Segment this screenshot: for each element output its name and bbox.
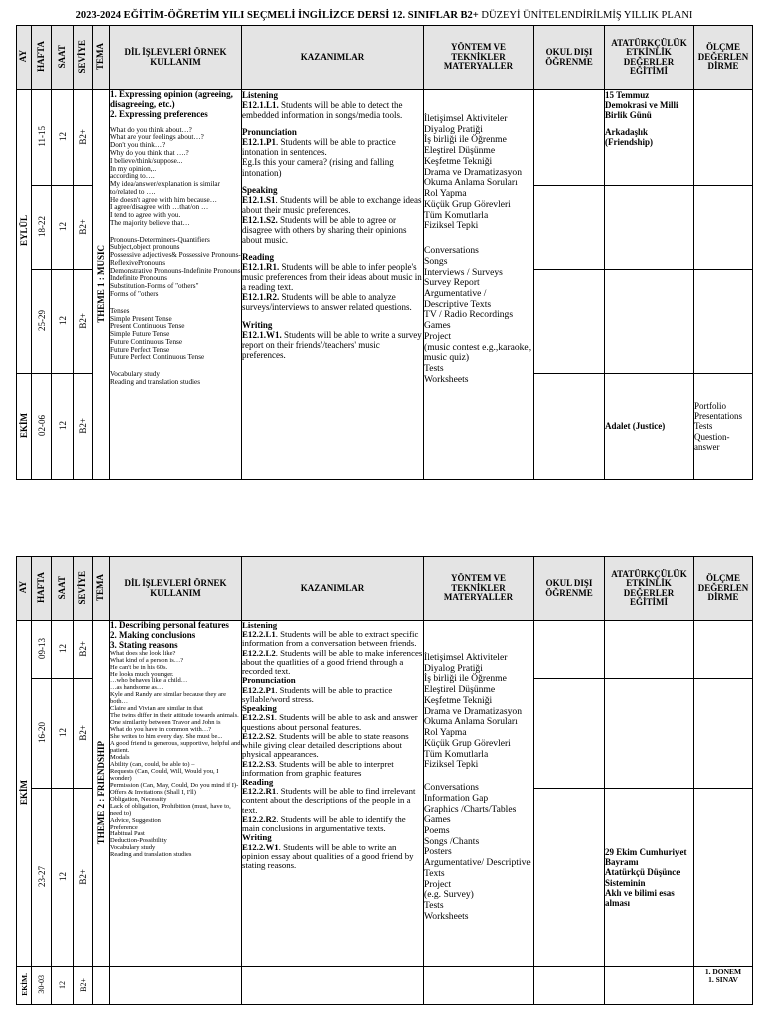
header-okul: OKUL DIŞI ÖĞRENME [534,557,605,621]
example-line: Advice, Suggestion [110,816,161,824]
olcme-item: Presentations [694,411,742,422]
example-line: In my opinion,.. [110,164,157,173]
objective-text: Students will be able to write a survey report on their friends'/teachers' music preferences. [242,329,422,360]
example-line: Ability (can, could, be able to) – [110,760,195,768]
objective-code: E12.2.R2 [242,813,277,824]
level-cell: B2+ [74,90,93,186]
document-title [0,10,768,21]
dil-islevleri-cell [110,621,242,967]
header-ataturk: ATATÜRKÇÜLÜK ETKİNLİK DEĞERLER EĞİTİMİ [605,557,694,621]
ataturk-cell [605,374,694,480]
ataturk-item: 29 Ekim Cumhuriyet Bayramı [605,847,687,868]
exam-label: 1. DONEM [704,967,742,976]
level-cell: B2+ [74,374,93,480]
example-line: …as handsome as… [110,684,164,692]
example-line: I believe/think/suppose... [110,156,183,165]
hours-cell: 12 [52,621,74,679]
ataturk-item: Arkadaşlık (Friendship) [605,127,654,148]
method-item: Fiziksel Tepki [424,220,479,232]
ataturk-cell [605,967,694,1005]
material-item: Songs /Chants [424,835,480,847]
objective-code: E12.1.R1. [242,262,280,273]
objective-text: . Students will be able to practice syllable/word stress. [242,684,393,704]
objective-code: E12.2.S1 [242,712,275,723]
theme-cell: THEME 1 : MUSIC [93,90,110,480]
objective-text: . Students will be able to exchange ideas about their music preferences. [242,194,422,215]
hours-cell: 12 [52,90,74,186]
ataturk-cell [605,186,694,270]
yontem-cell [424,90,534,480]
objective-text: . Students will be able to ask and answer questions about personal features. [242,712,418,732]
example-line: Deduction-Possibility [110,837,167,845]
header-dil: DİL İŞLEVLERİ ÖRNEK KULLANIM [110,557,242,621]
material-item: Interviews / Surveys [424,266,503,278]
material-item: Songs [424,255,448,267]
objective-text: Students will be able to infer people's music preferences from their ideas about music in a reading text. [242,262,422,293]
objective-code: E12.1.S2. [242,214,278,225]
method-item: İş birliği ile Öğrenme [424,673,507,685]
objective-code: E12.1.R2. [242,292,280,303]
skill-heading: Reading [242,776,274,787]
olcme-cell [694,967,753,1005]
objective-code: E12.2.S2 [242,730,275,741]
example-line: Preference [110,823,138,831]
method-item: Rol Yapma [424,727,467,739]
skill-heading: Speaking [242,184,278,195]
material-item: Conversations [424,245,479,257]
vocab-line: Vocabulary study [110,370,160,379]
example-line: Why do you think that ….? [110,148,189,157]
material-item: Worksheets [424,910,469,922]
month-cell: EYLÜL [17,90,32,374]
example-line: He can't be in his 60s. [110,663,168,671]
tense-line: Simple Future Tense [110,330,170,339]
objective-text: . Students will be able to write an opinion essay about qualities of a good friend by stating reasons. [242,841,414,871]
tense-line: Present Continuous Tense [110,322,185,331]
example-line: I tend to agree with you. [110,211,181,220]
header-kazanimlar: KAZANIMLAR [242,26,424,90]
example-line: Reading and translation studies [110,851,192,859]
header-olcme: ÖLÇME DEĞERLEN DİRME [694,26,753,90]
method-item: İletişimsel Aktiviteler [424,113,508,124]
header-okul: OKUL DIŞI ÖĞRENME [534,26,605,90]
week-row [17,621,753,679]
material-item: Project [424,878,452,890]
material-item: Project [424,330,452,342]
tense-line: Simple Present Tense [110,314,172,323]
dil-head: 1. Expressing opinion (agreeing, disagreeing, etc.) [110,89,233,109]
grammar-line: Demonstrative Pronouns-Indefinite Pronouns [110,266,241,275]
header-ay: AY [17,557,32,621]
olcme-item: Portfolio [694,401,727,412]
skill-heading: Writing [242,832,272,843]
method-item: Keşfetme Tekniği [424,155,493,167]
example-line: Modals [110,753,130,761]
week-cell: 11-15 [32,90,52,186]
material-item: Games [424,814,451,826]
method-item: Tüm Komutlarla [424,748,489,760]
hours-cell: 12 [52,374,74,480]
tense-line: Future Perfect Tense [110,345,170,354]
example-line: She writes to him every day. She must be... [110,733,223,741]
objective-text: . Students will be able to extract specific information from a conversation between friends. [242,629,419,649]
hours-cell: 12 [52,270,74,374]
week-cell: 18-22 [32,186,52,270]
hours-cell: 12 [52,789,74,967]
skill-heading: Pronunciation [242,675,296,686]
example-line: What kind of a person is…? [110,656,184,664]
okul-disi-cell [534,270,605,374]
example-line: What do you think about…? [110,125,192,134]
method-item: Diyalog Pratiği [424,123,483,135]
tense-line: Future Continuous Tense [110,337,183,346]
header-kazanimlar: KAZANIMLAR [242,557,424,621]
ataturk-cell [605,679,694,789]
okul-disi-cell [534,621,605,679]
material-item: Graphics /Charts/Tables [424,803,517,815]
header-seviye: SEVİYE [74,26,93,90]
objective-text: . Students will be able to make inferences about the quatlities of a good friend through a recorded text. [242,647,423,677]
method-item: Tüm Komutlarla [424,209,489,221]
method-item: Keşfetme Tekniği [424,694,493,706]
material-item: Posters [424,846,452,858]
plan-table-1 [16,25,753,480]
olcme-cell [694,374,753,480]
example-line: I agree/disagree with …that/on … [110,203,209,212]
level-cell: B2+ [74,270,93,374]
method-item: İş birliği ile Öğrenme [424,134,507,146]
material-item: Information Gap [424,792,489,804]
header-saat: SAAT [52,26,74,90]
objective-code: E12.2.R1 [242,786,277,797]
material-item: Conversations [424,782,479,794]
month-cell: EKİM. [17,967,32,1005]
method-item: Rol Yapma [424,188,467,200]
header-tema: TEMA [93,26,110,90]
example-line: One similarity between Travor and John is [110,719,221,727]
yontem-cell [424,621,534,967]
objective-example: Eg.Is this your camera? (rising and falling intonation) [242,157,394,178]
header-ay: AY [17,26,32,90]
objective-code: E12.1.P1 [242,137,277,148]
tense-line: Future Perfect Continuous Tense [110,353,205,362]
objective-code: E12.2.L1 [242,629,276,640]
material-item: Argumentative/ Descriptive Texts [424,857,531,879]
header-hafta: HAFTA [32,26,52,90]
level-cell: B2+ [74,967,93,1005]
skill-heading: Listening [242,90,279,100]
olcme-cell [694,186,753,270]
ataturk-cell [605,789,694,967]
tense-line: Tenses [110,306,130,315]
okul-disi-cell [534,789,605,967]
method-item: Diyalog Pratiği [424,662,483,674]
dil-islevleri-cell [110,90,242,480]
dil-head: 1. Describing personal features [110,620,229,630]
month-cell: EKİM [17,374,32,480]
week-cell: 16-20 [32,679,52,789]
header-olcme: ÖLÇME DEĞERLEN DİRME [694,557,753,621]
level-cell: B2+ [74,679,93,789]
week-cell: 02-06 [32,374,52,480]
week-row [17,967,753,1005]
title-normal: DÜZEYİ ÜNİTELENDİRİLMİŞ YILLIK PLANI [481,10,693,21]
week-row [17,90,753,186]
material-item: (e.g. Survey) [424,889,474,901]
method-item: Fiziksel Tepki [424,759,479,771]
header-yontem: YÖNTEM VE TEKNİKLER MATERYALLER [424,26,534,90]
hours-cell: 12 [52,967,74,1005]
objective-code: E12.2.P1 [242,684,276,695]
material-item: Argumentative / Descriptive Texts [424,288,492,310]
header-yontem: YÖNTEM VE TEKNİKLER MATERYALLER [424,557,534,621]
objective-text: Students will be able to agree or disagree with others by sharing their opinions about music. [242,214,407,246]
olcme-item: Tests [694,421,713,432]
example-line: Obligation, Necessity [110,795,167,803]
objective-text: Students will be able to analyze surveys/interviews to answer related questions. [242,292,412,313]
method-item: Drama ve Dramatizasyon [424,705,523,717]
kazanimlar-cell [242,90,424,480]
header-ataturk: ATATÜRKÇÜLÜK ETKİNLİK DEĞERLER EĞİTİMİ [605,26,694,90]
example-line: What do you have in common with…? [110,726,212,734]
olcme-cell [694,621,753,679]
olcme-cell [694,90,753,186]
header-row [17,26,753,90]
example-line: He looks much younger. [110,670,174,678]
example-line: He doesn't agree with him because… [110,195,217,204]
example-line: according to…. [110,172,155,181]
objective-code: E12.2.W1 [242,841,279,852]
level-cell: B2+ [74,789,93,967]
header-saat: SAAT [52,557,74,621]
example-line: Vocabulary study [110,844,156,852]
objective-text: . Students will be able to find irrelevant content about the descriptions of the people in a text. [242,786,416,815]
level-cell: B2+ [74,621,93,679]
example-line: Claire and Vivian are similar in that [110,705,203,713]
skill-heading: Pronunciation [242,127,297,138]
objective-code: E12.1.L1. [242,100,279,111]
grammar-line: Forms of "others [110,289,159,298]
month-cell: EKİM [17,621,32,967]
objective-code: E12.1.W1. [242,329,282,340]
skill-heading: Listening [242,620,278,630]
method-item: Küçük Grup Görevleri [424,737,511,749]
objective-text: . Students will be able to interpret information from graphic features [242,758,394,778]
hours-cell: 12 [52,186,74,270]
header-tema: TEMA [93,557,110,621]
week-cell: 25-29 [32,270,52,374]
objective-text: . Students will be able to identify the main conclusions in argumentative texts. [242,813,406,834]
dil-head: 2. Expressing preferences [110,108,208,119]
material-item: Tests [424,900,444,912]
dil-head: 3. Stating reasons [110,639,178,650]
header-row [17,557,753,621]
header-hafta: HAFTA [32,557,52,621]
example-line: My idea/answer/explanation is similar to/related to …. [110,180,220,196]
week-cell: 09-13 [32,621,52,679]
header-dil: DİL İŞLEVLERİ ÖRNEK KULLANIM [110,26,242,90]
olcme-cell [694,679,753,789]
okul-disi-cell [534,90,605,186]
ataturk-cell [605,270,694,374]
exam-label: 1. SINAV [708,975,738,985]
yontem-cell [424,967,534,1005]
material-item: Survey Report [424,277,480,289]
example-line: What are your feelings about…? [110,133,204,142]
vocab-line: Reading and translation studies [110,377,201,386]
material-item: (music contest e.g.,karaoke, music quiz) [424,341,532,364]
ataturk-item: Adalet (Justice) [605,421,666,432]
method-item: İletişimsel Aktiviteler [424,652,508,663]
example-line: Don't you think…? [110,141,166,150]
olcme-cell [694,789,753,967]
method-item: Eleştirel Düşünme [424,145,496,157]
material-item: TV / Radio Recordings [424,309,514,321]
theme-cell [93,967,110,1005]
method-item: Drama ve Dramatizasyon [424,166,523,178]
example-line: The twins differ in their attitude towards animals. [110,712,239,720]
objective-code: E12.2.S3 [242,758,275,769]
method-item: Okuma Anlama Soruları [424,177,518,189]
example-line: Requests (Can, Could, Will, Would you, I wonder) [110,767,219,782]
week-cell: 30-03 [32,967,52,1005]
objective-text: Students will be able to detect the embedded information in songs/media tools. [242,100,403,121]
grammar-line: Possessive adjectives& Possessive Pronouns-ReflexivePronouns [110,251,241,267]
olcme-item: Question-answer [694,431,730,452]
objective-code: E12.1.S1 [242,194,276,205]
dil-head: 2. Making conclusions [110,629,196,640]
okul-disi-cell [534,186,605,270]
title-bold: 2023-2024 EĞİTİM-ÖĞRETİM YILI SEÇMELİ İNGİLİZCE DERSİ 12. SINIFLAR B2+ [75,10,479,21]
grammar-line: Pronouns-Determiners-Quantifiers [110,235,210,244]
header-seviye: SEVİYE [74,557,93,621]
week-cell: 23-27 [32,789,52,967]
objective-text: . Students will be able to state reasons while giving clear detailed descriptions about physical appearances. [242,730,409,760]
grammar-line: Indefinite Pronouns [110,274,167,283]
example-line: A good friend is generous, supportive, helpful and patient. [110,740,241,755]
ataturk-cell [605,90,694,186]
objective-code: E12.2.L2 [242,647,276,658]
ataturk-item: Aklı ve bilimi esas alması [605,887,675,908]
okul-disi-cell [534,679,605,789]
skill-heading: Speaking [242,703,277,714]
grammar-line: Subject,object pronouns [110,243,180,252]
skill-heading: Writing [242,319,273,330]
kazanimlar-cell [242,967,424,1005]
grammar-line: Substitution-Forms of "others" [110,282,199,291]
kazanimlar-cell [242,621,424,967]
example-line: …who behaves like a child… [110,677,188,685]
method-item: Okuma Anlama Soruları [424,716,518,728]
material-item: Poems [424,825,450,837]
material-item: Games [424,320,451,332]
level-cell: B2+ [74,186,93,270]
material-item: Tests [424,363,444,375]
theme-cell: THEME 2 : FRIENDSHIP [93,621,110,967]
method-item: Eleştirel Düşünme [424,684,496,696]
example-line: Kyle and Randy are similar because they are both… [110,691,227,706]
dil-islevleri-cell [110,967,242,1005]
olcme-cell [694,270,753,374]
okul-disi-cell [534,374,605,480]
skill-heading: Reading [242,252,275,263]
example-line: What does she look like? [110,649,176,657]
ataturk-item: 15 Temmuz Demokrasi ve Milli Birlik Günü [605,90,679,121]
okul-disi-cell [534,967,605,1005]
plan-table-2 [16,556,753,1005]
hours-cell: 12 [52,679,74,789]
example-line: Habitual Past [110,830,145,838]
example-line: Permission (Can, May, Could, Do you mind if I)-Offers & Invitations (Shall I, I'll) [110,781,239,796]
ataturk-cell [605,621,694,679]
method-item: Küçük Grup Görevleri [424,198,511,210]
objective-text: . Students will be able to practice intonation in sentences. [242,137,396,158]
example-line: Lack of obligation, Prohibition (must, have to, need to) [110,802,231,817]
ataturk-item: Atatürkçü Düşünce Sisteminin [605,867,681,888]
example-line: The majority believe that… [110,218,190,227]
material-item: Worksheets [424,373,469,385]
